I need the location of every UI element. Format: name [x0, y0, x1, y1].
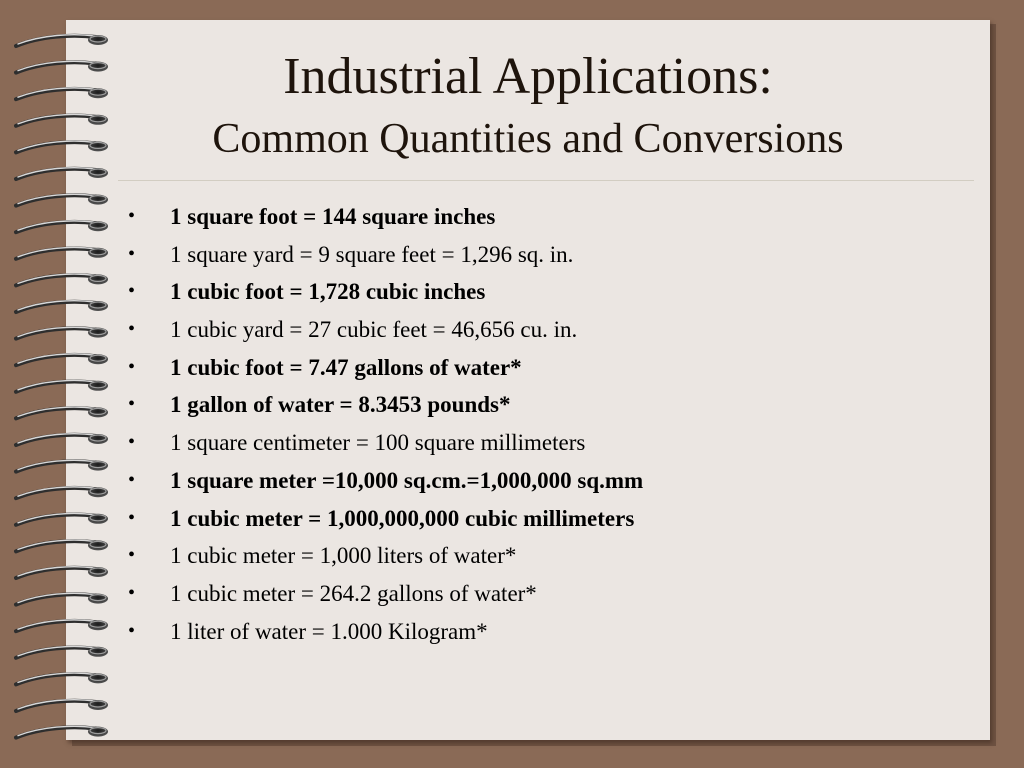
list-item-text: 1 square foot = 144 square inches — [170, 204, 496, 229]
list-item — [128, 236, 978, 274]
list-item — [128, 273, 978, 311]
list-item-text: 1 square yard = 9 square feet = 1,296 sq. in. — [170, 241, 574, 267]
conversion-list — [128, 198, 978, 650]
bullet-icon: • — [128, 544, 136, 567]
list-item — [128, 198, 978, 236]
bullet-icon: • — [128, 581, 136, 604]
list-item-text: 1 square meter =10,000 sq.cm.=1,000,000 sq.mm — [170, 467, 644, 493]
list-item — [128, 311, 978, 349]
bullet-icon: • — [128, 205, 136, 227]
list-item-text: 1 cubic meter = 1,000,000,000 cubic millimeters — [170, 505, 635, 531]
list-item — [128, 462, 978, 500]
list-item-text: 1 cubic foot = 1,728 cubic inches — [170, 279, 486, 305]
bullet-icon: • — [128, 619, 136, 642]
bullet-icon: • — [128, 431, 136, 454]
slide-title — [66, 46, 990, 166]
list-item — [128, 386, 978, 424]
list-item — [128, 575, 978, 613]
list-item — [128, 500, 978, 538]
bullet-icon: • — [128, 468, 136, 491]
list-item-text: 1 cubic meter = 1,000 liters of water* — [170, 543, 517, 569]
bullet-icon: • — [128, 355, 136, 378]
bullet-icon: • — [128, 280, 136, 303]
title-divider — [118, 180, 974, 181]
list-item — [128, 537, 978, 575]
list-item-text: 1 square centimeter = 100 square millimeters — [170, 430, 586, 456]
list-item — [128, 424, 978, 462]
list-item-text: 1 cubic meter = 264.2 gallons of water* — [170, 580, 537, 606]
bullet-icon: • — [128, 393, 136, 416]
list-item-text: 1 cubic yard = 27 cubic feet = 46,656 cu. in. — [170, 317, 578, 343]
bullet-icon: • — [128, 242, 136, 265]
title-main: Industrial Applications: — [283, 48, 773, 105]
list-item-text: 1 liter of water = 1.000 Kilogram* — [170, 618, 488, 644]
bullet-icon: • — [128, 318, 136, 341]
list-item — [128, 613, 978, 651]
bullet-icon: • — [128, 506, 136, 529]
list-item-text: 1 cubic foot = 7.47 gallons of water* — [170, 354, 522, 380]
title-subtitle: Common Quantities and Conversions — [212, 116, 844, 162]
list-item-text: 1 gallon of water = 8.3453 pounds* — [170, 392, 511, 418]
list-item — [128, 349, 978, 387]
